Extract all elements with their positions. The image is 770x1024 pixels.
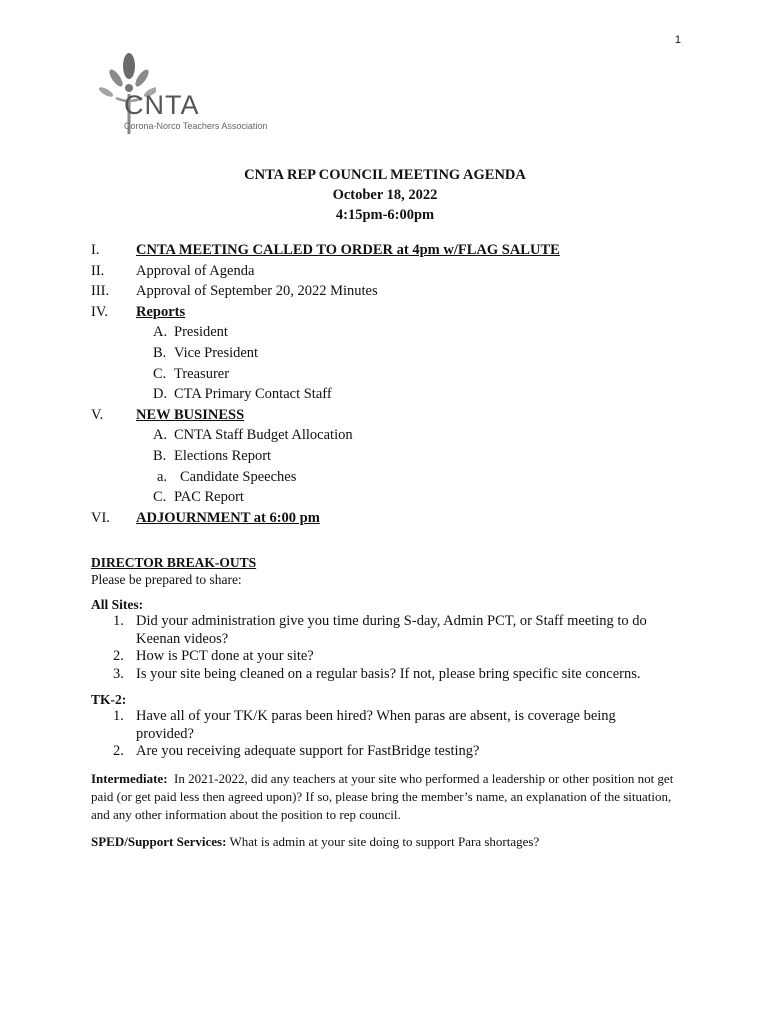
item-marker: 3. [113, 665, 124, 682]
item-text: Approval of Agenda [136, 262, 255, 279]
logo-text: CNTA [124, 90, 200, 120]
item-marker: C. [153, 489, 167, 506]
new-business-item [91, 487, 691, 508]
item-marker: A. [153, 324, 168, 341]
item-text: CTA Primary Contact Staff [174, 386, 332, 403]
item-text: Approval of September 20, 2022 Minutes [136, 283, 378, 300]
new-business-subitem [91, 467, 691, 488]
item-text: provided? [136, 725, 194, 742]
item-numeral: II. [91, 262, 105, 279]
item-numeral: I. [91, 242, 100, 258]
list-item [91, 743, 691, 761]
item-text: Reports [136, 303, 186, 320]
item-text: CNTA Staff Budget Allocation [174, 427, 353, 444]
list-item [91, 648, 691, 666]
item-numeral: III. [91, 283, 110, 300]
item-text: Candidate Speeches [180, 468, 297, 485]
page-number: 1 [674, 34, 681, 46]
item-text: Treasurer [174, 365, 230, 382]
item-marker: D. [153, 386, 168, 403]
item-marker: 1. [113, 708, 124, 724]
report-item [91, 322, 691, 343]
item-text: Vice President [174, 344, 259, 361]
meeting-time: 4:15pm-6:00pm [335, 207, 435, 223]
agenda-item-v [91, 405, 691, 426]
item-text: ADJOURNMENT at 6:00 pm [136, 509, 320, 526]
item-text: Is your site being cleaned on a regular basis? If not, please bring specific site concerns. [136, 665, 641, 682]
item-marker: 1. [113, 613, 124, 629]
report-item [91, 384, 691, 405]
logo-subtext: Corona-Norco Teachers Association [124, 121, 268, 131]
meeting-date: October 18, 2022 [332, 187, 438, 203]
breakouts-intro: Please be prepared to share: [91, 572, 242, 587]
sped-label: SPED/Support Services: [91, 833, 227, 849]
item-marker: 2. [113, 743, 124, 759]
sped-paragraph [91, 833, 691, 851]
report-item [91, 343, 691, 364]
item-text: President [174, 324, 228, 341]
cnta-logo [96, 52, 286, 136]
report-item [91, 364, 691, 385]
item-text: CNTA MEETING CALLED TO ORDER at 4pm w/FLAG SALUTE [136, 242, 560, 258]
item-marker: a. [157, 468, 168, 485]
breakouts-title: DIRECTOR BREAK-OUTS [91, 555, 257, 570]
intermediate-label: Intermediate: [91, 770, 168, 786]
item-marker: 2. [113, 648, 124, 664]
item-marker: C. [153, 365, 167, 382]
item-marker: A. [153, 427, 168, 444]
agenda-item-ii [91, 261, 691, 282]
new-business-item [91, 425, 691, 446]
list-item [91, 708, 691, 726]
item-text: Have all of your TK/K paras been hired? When paras are absent, is coverage being [136, 708, 616, 724]
tk2-label: TK-2: [91, 692, 127, 707]
agenda-item-vi [91, 508, 691, 529]
item-text: Keenan videos? [136, 630, 229, 647]
item-numeral: V. [91, 406, 104, 423]
agenda-item-i [91, 240, 691, 261]
item-text: Did your administration give you time during S-day, Admin PCT, or Staff meeting to do [136, 613, 647, 629]
sped-text: What is admin at your site doing to support Para shortages? [229, 833, 540, 849]
item-text: PAC Report [174, 489, 244, 506]
all-sites-label: All Sites: [91, 597, 144, 612]
item-text: Are you receiving adequate support for FastBridge testing? [136, 743, 480, 759]
all-sites-list [91, 613, 691, 683]
list-item [91, 613, 691, 631]
new-business-item [91, 446, 691, 467]
agenda-header [0, 165, 770, 225]
item-numeral: VI. [91, 509, 110, 526]
agenda-item-iii [91, 281, 691, 302]
list-item [91, 726, 691, 744]
item-marker [113, 726, 136, 744]
item-marker: B. [153, 344, 167, 361]
intermediate-paragraph [91, 770, 691, 824]
agenda-list [91, 240, 691, 528]
intermediate-text: In 2021-2022, did any teachers at your site who performed a leadership or other position not get paid (or get paid less then agreed upon)? If so, please bring the member’s name, an explanation of the situation, and any other information about the position to rep council. [91, 770, 674, 822]
tk2-list [91, 708, 691, 761]
director-breakouts [91, 554, 691, 851]
item-text: NEW BUSINESS [136, 406, 245, 423]
agenda-title: CNTA REP COUNCIL MEETING AGENDA [244, 167, 526, 183]
list-item [91, 666, 691, 684]
item-marker [113, 631, 136, 649]
item-marker: B. [153, 447, 167, 464]
item-text: How is PCT done at your site? [136, 648, 314, 664]
item-text: Elections Report [174, 447, 272, 464]
item-numeral: IV. [91, 303, 109, 320]
agenda-item-iv [91, 302, 691, 323]
list-item [91, 631, 691, 649]
